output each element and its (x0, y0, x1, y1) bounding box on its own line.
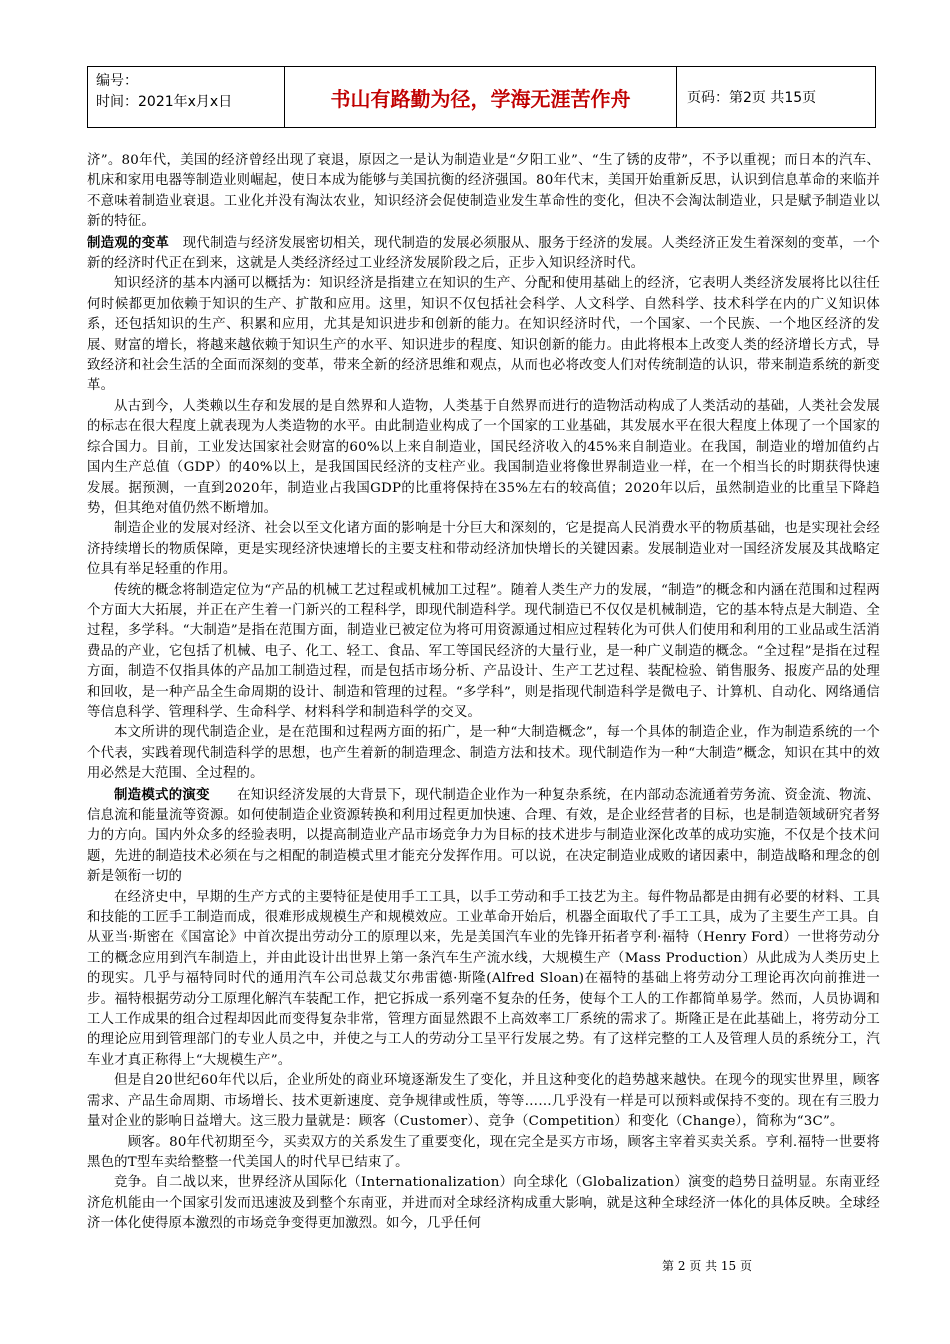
motto: 书山有路勤为径，学海无涯苦作舟 (330, 86, 631, 111)
paragraph: 在经济史中，早期的生产方式的主要特征是使用手工工具，以手工劳动和手工技艺为主。每件物品都是由拥有必要的材料、工具和技能的工匠手工制造而成，很难形成规模生产和规模效应。工业革命开始后，机器全面取代了手工工具，成为了主要生产工具。自从亚当·斯密在《国富论》中首次提出劳动分工的原理以来，先是美国汽车业的先锋开拓者亨利·福特（Henry Ford）一世将劳动分工的概念应用到汽车制造上，并由此设计出世界上第一条汽车生产流水线，大规模生产（Mass Production）从此成为人类历史上的现实。几乎与福特同时代的通用汽车公司总裁艾尔弗雷德·斯隆(Alfred Sloan)在福特的基础上将劳动分工理论再次向前推进一步。福特根据劳动分工原理化解汽车装配工作，把它拆成一系列毫不复杂的任务，使每个工人的工作都简单易学。然而，人员协调和工人工作成果的组合过程却因此而变得复杂非常，管理方面显然跟不上高效率工厂系统的需求了。斯隆正是在此基础上，将劳动分工的理论应用到管理部门的专业人员之中，并使之与工人的劳动分工呈平行发展之势。有了这样完整的工人及管理人员的系统分工，汽车业才真正称得上“大规模生产”。 (87, 889, 880, 1068)
section-heading: 制造模式的演变 (114, 786, 210, 803)
section-heading: 制造观的变革 (87, 234, 170, 251)
paragraph: 本文所讲的现代制造企业，是在范围和过程两方面的拓广，是一种“大制造概念”，每一个具体的制造企业，作为制造系统的一个个代表，实践着现代制造科学的思想，也产生着新的制造理念、制造方法和技术。现代制造作为一种“大制造”概念，知识在其中的效用必然是大范围、全过程的。 (87, 725, 880, 782)
paragraph: 但是自20世纪60年代以后，企业所处的商业环境逐渐发生了变化，并且这种变化的趋势越来越快。在现今的现实世界里，顾客需求、产品生命周期、市场增长、技术更新速度、竞争规律或性质，等等……几乎没有一样是可以预料或保持不变的。现在有三股力量对企业的影响日益增大。这三股力量就是：顾客（Customer）、竞争（Competition）和变化（Change），简称为“3C”。 (87, 1073, 880, 1130)
time-line: 时间：2021年x月x日 (96, 94, 233, 110)
header-left-cell (88, 67, 285, 127)
page-footer: 第 2 页 共 15 页 (662, 1259, 752, 1273)
document-header (87, 66, 876, 128)
paragraph: 制造模式的演变 在知识经济发展的大背景下，现代制造企业作为一种复杂系统，在内部动态流通着劳务流、资金流、物流、信息流和能量流等资源。如何使制造企业资源转换和利用过程更加快速、合理、有效，是企业经营者的目标，也是制造领域研究者努力的方向。国内外众多的经验表明，以提高制造业产品市场竞争力为目标的技术进步与制造业深化改革的成功实施，不仅是个技术问题，先进的制造技术必须在与之相配的制造模式里才能充分发挥作用。可以说，在决定制造业成败的诸因素中，制造战略和理念的创新是领衔一切的 (87, 786, 880, 885)
paragraph: 传统的概念将制造定位为“产品的机械工艺过程或机械加工过程”。随着人类生产力的发展，“制造”的概念和内涵在范围和过程两个方面大大拓展，并正在产生着一门新兴的工程科学，即现代制造科学。现代制造已不仅仅是机械制造，它的基本特点是大制造、全过程，多学科。“大制造”是指在范围方面，制造业已被定位为将可用资源通过相应过程转化为可供人们使用和利用的工业品或生活消费品的产业，它包括了机械、电子、化工、轻工、食品、军工等国民经济的大量行业，是一种广义制造的概念。“全过程”是指在过程方面，制造不仅指具体的产品加工制造过程，而是包括市场分析、产品设计、生产工艺过程、装配检验、销售服务、报废产品的处理和回收，是一种产品全生命周期的设计、制造和管理的过程。“多学科”，则是指现代制造科学是微电子、计算机、自动化、网络通信等信息科学、管理科学、生命科学、材料科学和制造科学的交叉。 (87, 582, 880, 720)
page-info: 页码：第2页 共15页 (687, 90, 817, 106)
paragraph: 制造观的变革 现代制造与经济发展密切相关，现代制造的发展必须服从、服务于经济的发展。人类经济正发生着深刻的变革，一个新的经济时代正在到来，这就是人类经济经过工业经济发展阶段之后，正步入知识经济时代。 (87, 234, 880, 272)
paragraph: 制造企业的发展对经济、社会以至文化诸方面的影响是十分巨大和深刻的，它是提高人民消费水平的物质基础，也是实现社会经济持续增长的物质保障，更是实现经济快速增长的主要支柱和带动经济加快增长的关键因素。发展制造业对一国经济发展及其战略定位具有举足轻重的作用。 (87, 521, 880, 578)
paragraph: 从古到今，人类赖以生存和发展的是自然界和人造物，人类基于自然界而进行的造物活动构成了人类活动的基础，人类社会发展的标志在很大程度上就表现为人类造物的水平。由此制造业构成了一个国家的工业基础，其发展水平在很大程度上体现了一个国家的综合国力。目前，工业发达国家社会财富的60%以上来自制造业，国民经济收入的45%来自制造业。在我国，制造业的增加值约占国内生产总值（GDP）的40%以上，是我国国民经济的支柱产业。我国制造业将像世界制造业一样，在一个相当长的时期获得快速发展。据预测，一直到2020年，制造业占我国GDP的比重将保持在35%左右的较高值；2020年以后，虽然制造业的比重呈下降趋势，但其绝对值仍然不断增加。 (87, 398, 880, 516)
paragraph: 知识经济的基本内涵可以概括为：知识经济是指建立在知识的生产、分配和使用基础上的经济，它表明人类经济发展将比以往任何时候都更加依赖于知识的生产、扩散和应用。这里，知识不仅包括社会科学、人文科学、自然科学、技术科学在内的广义知识体系，还包括知识的生产、积累和应用，尤其是知识进步和创新的能力。在知识经济时代，一个国家、一个民族、一个地区经济的发展、财富的增长，将越来越依赖于知识生产的水平、知识进步的程度、知识创新的能力。由此将根本上改变人类的经济增长方式，导致经济和社会生活的全面而深刻的变革，带来全新的经济思维和观点，从而也必将改变人们对传统制造的认识，带来制造系统的新变革。 (87, 276, 880, 394)
header-motto-cell (285, 67, 677, 127)
number-label: 编号： (96, 73, 138, 89)
header-page-cell (677, 67, 875, 127)
paragraph: 济”。80年代，美国的经济曾经出现了衰退，原因之一是认为制造业是“夕阳工业”、“生了锈的皮带”，不予以重视；而日本的汽车、机床和家用电器等制造业则崛起，使日本成为能够与美国抗衡的经济强国。80年代末，美国开始重新反思，认识到信息革命的来临并不意味着制造业衰退。工业化并没有淘汰农业，知识经济会促使制造业发生革命性的变化，但决不会淘汰制造业，只是赋予制造业以新的特征。 (87, 153, 880, 230)
paragraph: 竞争。自二战以来，世界经济从国际化（Internationalization）向全球化（Globalization）演变的趋势日益明显。东南亚经济危机能由一个国家引发而迅速波及到整个东南亚，并进而对全球经济构成重大影响，就是这种全球经济一体化的具体反映。全球经济一体化使得原本激烈的市场竞争变得更加激烈。如今，几乎任何 (87, 1175, 880, 1232)
document-body (87, 151, 880, 1311)
paragraph: 顾客。80年代初期至今，买卖双方的关系发生了重要变化，现在完全是买方市场，顾客主宰着买卖关系。亨利.福特一世要将黑色的T型车卖给整整一代美国人的时代早已结束了。 (87, 1134, 880, 1170)
